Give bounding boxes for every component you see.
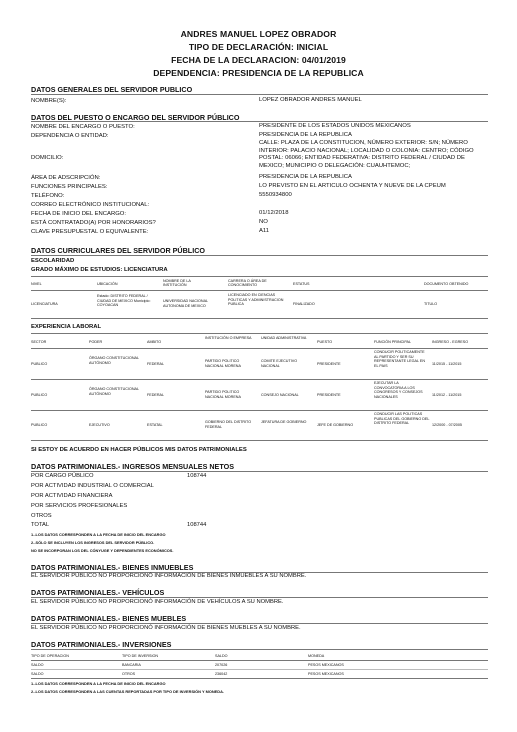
edu-cell-carrera: LICENCIADO EN CIENCIAS POLITICAS Y ADMINISTRACION PUBLICA	[228, 293, 284, 307]
inv-note-2: 2.-LOS DATOS CORRESPONDEN A LAS CUENTAS REPORTADAS POR TIPO DE INVERSIÓN Y MONEDA.	[31, 689, 224, 694]
table-rule	[31, 660, 488, 661]
ingreso-label-otros: OTROS	[31, 513, 52, 519]
table-rule	[31, 678, 488, 679]
section-title-generales: DATOS GENERALES DEL SERVIDOR PUBLICO	[31, 85, 193, 94]
field-value-clave: A11	[259, 228, 270, 234]
grado-maximo-label: GRADO MÁXIMO DE ESTUDIOS: LICENCIATURA	[31, 267, 168, 273]
section-title-muebles: DATOS PATRIMONIALES.- BIENES MUEBLES	[31, 614, 187, 623]
field-value-funciones: LO PREVISTO EN EL ARTICULO OCHENTA Y NUEVE DE LA CPEUM	[259, 183, 446, 189]
exp-row2-ingreso: 11/2012 - 11/2015	[432, 393, 462, 397]
section-title-vehiculos: DATOS PATRIMONIALES.- VEHÍCULOS	[31, 588, 165, 597]
exp-row3-ingreso: 12/2000 - 07/2005	[432, 423, 462, 427]
exp-row3-funcion: CONDUCIR LAS POLITICAS PUBLICAS DEL GOBIERNO DEL DISTRITO FEDERAL	[374, 412, 430, 426]
section-title-puesto: DATOS DEL PUESTO O ENCARGO DEL SERVIDOR PÚBLICO	[31, 113, 240, 122]
ingreso-label-financiera: POR ACTIVIDAD FINANCIERA	[31, 493, 113, 499]
field-label-telefono: TELÉFONO:	[31, 193, 65, 199]
field-value-nombre: LOPEZ OBRADOR ANDRES MANUEL	[259, 97, 362, 103]
edu-header-documento: DOCUMENTO OBTENIDO	[424, 282, 469, 286]
ingreso-value-cargo: 108744	[187, 473, 207, 479]
edu-header-ubicacion: UBICACIÓN	[97, 282, 118, 286]
section-title-ingresos: DATOS PATRIMONIALES.- INGRESOS MENSUALES NETOS	[31, 462, 234, 471]
ingreso-value-total: 108744	[187, 522, 207, 528]
field-label-honorarios: ESTÁ CONTRATADO(A) POR HONORARIOS?	[31, 220, 156, 226]
inv-header-saldo: SALDO	[215, 654, 228, 658]
field-value-telefono: 5550934800	[259, 192, 292, 198]
field-value-puesto: PRESIDENTE DE LOS ESTADOS UNIDOS MEXICANOS	[259, 123, 411, 129]
ingreso-note-2: 2.-SÓLO SE INCLUYEN LOS INGRESOS DEL SERVIDOR PÚBLICO.	[31, 540, 155, 545]
exp-header-puesto: PUESTO	[317, 340, 333, 344]
edu-cell-estatus: FINALIZADO	[293, 302, 315, 306]
exp-header-unidad: UNIDAD ADMINISTRATIVA	[261, 336, 307, 340]
inv-row1-saldo: 207026	[215, 663, 228, 667]
exp-header-ingreso: INGRESO - EGRESO	[432, 340, 469, 344]
table-rule	[31, 276, 488, 277]
inv-row1-moneda: PESOS MEXICANOS	[308, 663, 344, 667]
field-label-area: ÁREA DE ADSCRIPCIÓN:	[31, 175, 101, 181]
field-value-domicilio: CALLE: PLAZA DE LA CONSTITUCION, NÚMERO EXTERIOR: S/N; NÚMERO INTERIOR: PALACIO NACIONAL; LOCALIDAD O COLONIA: CENTRO; CÓDIGO POSTAL: 06066; ENTIDAD FEDERATIVA: DISTRITO FEDERAL / CIUDAD DE MEXICO; MUNICIPIO O DELEGACIÓN: CUAUHTEMOC;	[259, 140, 474, 169]
table-rule	[31, 290, 488, 291]
inv-header-operacion: TIPO DE OPERACION	[31, 654, 69, 658]
exp-row2-unidad: CONSEJO NACIONAL	[261, 393, 299, 397]
declaration-type: TIPO DE DECLARACIÓN: INICIAL	[188, 42, 329, 52]
exp-header-funcion: FUNCIÓN PRINCIPAL	[374, 340, 412, 344]
exp-row3-poder: EJECUTIVO	[89, 423, 110, 427]
section-rule	[31, 121, 488, 122]
exp-row2-funcion: EJECUTAR LA CONVOCATORIA A LOS CONGRESOS Y CONSEJOS NACIONALES	[374, 381, 423, 400]
inv-row2-moneda: PESOS MEXICANOS	[308, 672, 344, 676]
field-label-domicilio: DOMICILIO:	[31, 155, 64, 161]
exp-row2-poder: ÓRGANO CONSTITUCIONAL AUTÓNOMO	[89, 387, 139, 396]
exp-row2-ambito: FEDERAL	[147, 393, 165, 397]
edu-header-nivel: NIVEL	[31, 282, 42, 286]
section-title-curriculares: DATOS CURRICULARES DEL SERVIDOR PÚBLICO	[31, 246, 205, 255]
inv-header-moneda: MONEDA	[308, 654, 325, 658]
inv-row1-inversion: BANCARIA	[122, 663, 141, 667]
exp-row1-puesto: PRESIDENTE	[317, 362, 341, 366]
inv-row1-operacion: SALDO	[31, 663, 44, 667]
inv-row2-saldo: 236042	[215, 672, 228, 676]
table-rule	[31, 440, 488, 441]
exp-row2-puesto: PRESIDENTE	[317, 393, 341, 397]
section-title-inmuebles: DATOS PATRIMONIALES.- BIENES INMUEBLES	[31, 563, 194, 572]
ingreso-note-1: 1.-LOS DATOS CORRESPONDEN A LA FECHA DE INICIO DEL ENCARGO	[31, 532, 166, 537]
section-title-inversiones: DATOS PATRIMONIALES.- INVERSIONES	[31, 640, 172, 649]
exp-row3-unidad: JEFATURA DE GOBIERNO	[261, 420, 307, 424]
ingreso-label-cargo: POR CARGO PÚBLICO	[31, 473, 94, 479]
field-value-honorarios: NO	[259, 219, 268, 225]
section-rule	[31, 94, 488, 95]
inv-header-inversion: TIPO DE INVERSION	[122, 654, 159, 658]
field-label-correo: CORREO ELECTRÓNICO INSTITUCIONAL:	[31, 202, 150, 208]
exp-row2-institucion: PARTIDO POLITICO NACIONAL MORENA	[205, 390, 241, 399]
field-label-nombre: NOMBRE(S):	[31, 98, 67, 104]
exp-row1-institucion: PARTIDO POLITICO NACIONAL MORENA	[205, 359, 241, 368]
exp-row3-puesto: JEFE DE GOBIERNO	[317, 423, 354, 427]
declaration-date: FECHA DE LA DECLARACION: 04/01/2019	[171, 55, 346, 65]
section-rule	[31, 255, 488, 256]
section-title-experiencia: EXPERIENCIA LABORAL	[31, 324, 102, 330]
field-label-clave: CLAVE PRESUPUESTAL O EQUIVALENTE:	[31, 229, 149, 235]
ingreso-label-industrial: POR ACTIVIDAD INDUSTRIAL O COMERCIAL	[31, 483, 154, 489]
exp-row1-funcion: CONDUCIR POLITICAMENTE AL PARTIDO Y SER SU REPRESENTANTE LEGAL EN EL PAIS	[374, 350, 426, 369]
section-rule	[31, 623, 488, 624]
table-rule	[31, 410, 488, 411]
exp-header-sector: SECTOR	[31, 340, 47, 344]
table-rule	[31, 669, 488, 670]
edu-header-institucion: NOMBRE DE LA INSTITUCIÓN	[163, 279, 191, 288]
edu-header-estatus: ESTATUS	[293, 282, 310, 286]
declarant-name: ANDRES MANUEL LOPEZ OBRADOR	[180, 29, 337, 39]
section-rule	[31, 597, 488, 598]
section-rule	[31, 649, 488, 650]
table-rule	[31, 379, 488, 380]
escolaridad-label: ESCOLARIDAD	[31, 258, 75, 264]
exp-row1-unidad: COMITE EJECUTIVO NACIONAL	[261, 359, 298, 368]
exp-row1-ingreso: 11/2015 - 11/2015	[432, 362, 462, 366]
table-rule	[31, 333, 488, 334]
field-label-fecha-inicio: FECHA DE INICIO DEL ENCARGO:	[31, 211, 127, 217]
inmuebles-text: EL SERVIDOR PÚBLICO NO PROPORCIONÓ INFORMACIÓN DE BIENES INMUEBLES A SU NOMBRE.	[31, 573, 307, 579]
table-rule	[31, 348, 488, 349]
exp-row2-sector: PUBLICO	[31, 393, 48, 397]
muebles-text: EL SERVIDOR PÚBLICO NO PROPORCIONÓ INFORMACIÓN DE BIENES MUEBLES A SU NOMBRE.	[31, 625, 301, 631]
exp-header-ambito: AMBITO	[147, 340, 162, 344]
table-rule	[31, 318, 488, 319]
edu-header-carrera: CARRERA O ÁREA DE CONOCIMIENTO	[228, 279, 267, 288]
inv-row2-inversion: OTROS	[122, 672, 136, 676]
edu-cell-institucion: UNIVERSIDAD NACIONAL AUTONOMA DE MEXICO	[163, 299, 208, 308]
exp-row1-poder: ÓRGANO CONSTITUCIONAL AUTÓNOMO	[89, 356, 139, 365]
inv-note-1: 1.-LOS DATOS CORRESPONDEN A LA FECHA DE INICIO DEL ENCARGO	[31, 681, 166, 686]
edu-cell-nivel: LICENCIATURA	[31, 302, 58, 306]
edu-cell-documento: TITULO	[424, 302, 438, 306]
field-label-dependencia: DEPENDENCIA O ENTIDAD:	[31, 133, 109, 139]
vehiculos-text: EL SERVIDOR PÚBLICO NO PROPORCIONÓ INFORMACIÓN DE VEHÍCULOS A SU NOMBRE.	[31, 599, 284, 605]
acuerdo-statement: SI ESTOY DE ACUERDO EN HACER PÚBLICOS MIS DATOS PATRIMONIALES	[31, 447, 247, 453]
exp-row3-sector: PUBLICO	[31, 423, 48, 427]
exp-row1-sector: PUBLICO	[31, 362, 48, 366]
exp-header-poder: PODER	[89, 340, 103, 344]
field-value-dependencia: PRESIDENCIA DE LA REPUBLICA	[259, 132, 352, 138]
field-value-area: PRESIDENCIA DE LA REPUBLICA	[259, 174, 352, 180]
exp-row3-ambito: ESTATAL	[147, 423, 163, 427]
exp-row1-ambito: FEDERAL	[147, 362, 165, 366]
section-rule	[31, 471, 488, 472]
ingreso-note-3: NO SE INCORPORAN LOS DEL CÓNYUGE Y DEPENDIENTES ECONÓMICOS.	[31, 548, 174, 553]
edu-cell-ubicacion: Estado: DISTRITO FEDERAL / CIUDAD DE MEXICO Municipio: COYOACAN	[97, 294, 151, 308]
exp-header-institucion: INSTITUCIÓN O EMPRESA	[205, 336, 252, 340]
field-label-funciones: FUNCIONES PRINCIPALES:	[31, 184, 108, 190]
inv-row2-operacion: SALDO	[31, 672, 44, 676]
field-value-fecha-inicio: 01/12/2018	[259, 210, 289, 216]
ingreso-label-total: TOTAL	[31, 522, 50, 528]
declaration-dependency: DEPENDENCIA: PRESIDENCIA DE LA REPUBLICA	[153, 68, 364, 78]
field-label-puesto: NOMBRE DEL ENCARGO O PUESTO:	[31, 124, 135, 130]
exp-row3-institucion: GOBIERNO DEL DISTRITO FEDERAL	[205, 420, 252, 429]
ingreso-label-servicios: POR SERVICIOS PROFESIONALES	[31, 503, 128, 509]
